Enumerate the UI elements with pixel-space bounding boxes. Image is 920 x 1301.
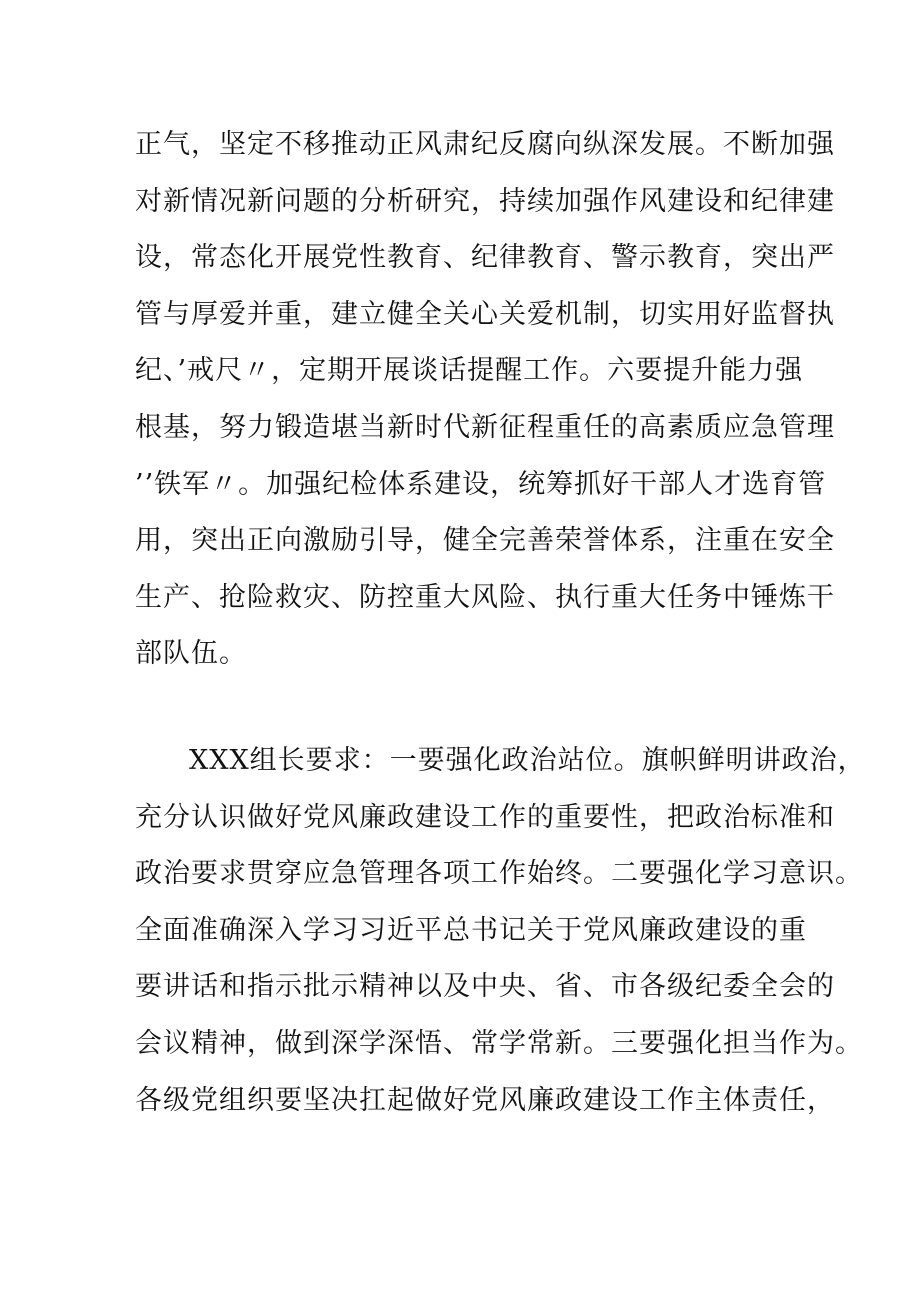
paragraph-line: 生产、抢险救灾、防控重大风险、执行重大任务中锤炼干 — [135, 581, 835, 613]
paragraph-line: ’’铁军〃。加强纪检体系建设，统筹抓好干部人才选育管 — [135, 468, 827, 500]
paragraph-line: 对新情况新问题的分析研究，持续加强作风建设和纪律建 — [135, 185, 835, 217]
paragraph-line: 政治要求贯穿应急管理各项工作始终。二要强化学习意识。 — [135, 858, 863, 890]
paragraph-line: 会议精神，做到深学深悟、常学常新。三要强化担当作为。 — [135, 1027, 863, 1059]
paragraph-line: 管与厚爱并重，建立健全关心关爱机制，切实用好监督执 — [135, 298, 835, 330]
paragraph-line: 各级党组织要坚决扛起做好党风廉政建设工作主体责任， — [135, 1084, 835, 1116]
paragraph-line: 根基，努力锻造堪当新时代新征程重任的高素质应急管理 — [135, 411, 835, 443]
paragraph-2 — [135, 736, 866, 1132]
paragraph-line: XXX组长要求：一要强化政治站位。旗帜鲜明讲政治， — [189, 745, 866, 776]
paragraph-line: 纪、’戒尺〃，定期开展谈话提醒工作。六要提升能力强 — [135, 355, 804, 387]
paragraph-1 — [135, 120, 835, 686]
paragraph-line: 正气，坚定不移推动正风肃纪反腐向纵深发展。不断加强 — [135, 129, 835, 160]
paragraph-line: 要讲话和指示批示精神以及中央、省、市各级纪委全会的 — [135, 971, 835, 1003]
paragraph-line: 部队伍。 — [135, 638, 247, 670]
paragraph-line: 充分认识做好党风廉政建设工作的重要性，把政治标准和 — [135, 801, 835, 833]
paragraph-line: 用，突出正向激励引导，健全完善荣誉体系，注重在安全 — [135, 525, 835, 557]
paragraph-line: 全面准确深入学习习近平总书记关于党风廉政建设的重 — [135, 914, 807, 946]
paragraph-line: 设，常态化开展党性教育、纪律教育、警示教育，突出严 — [135, 242, 835, 274]
